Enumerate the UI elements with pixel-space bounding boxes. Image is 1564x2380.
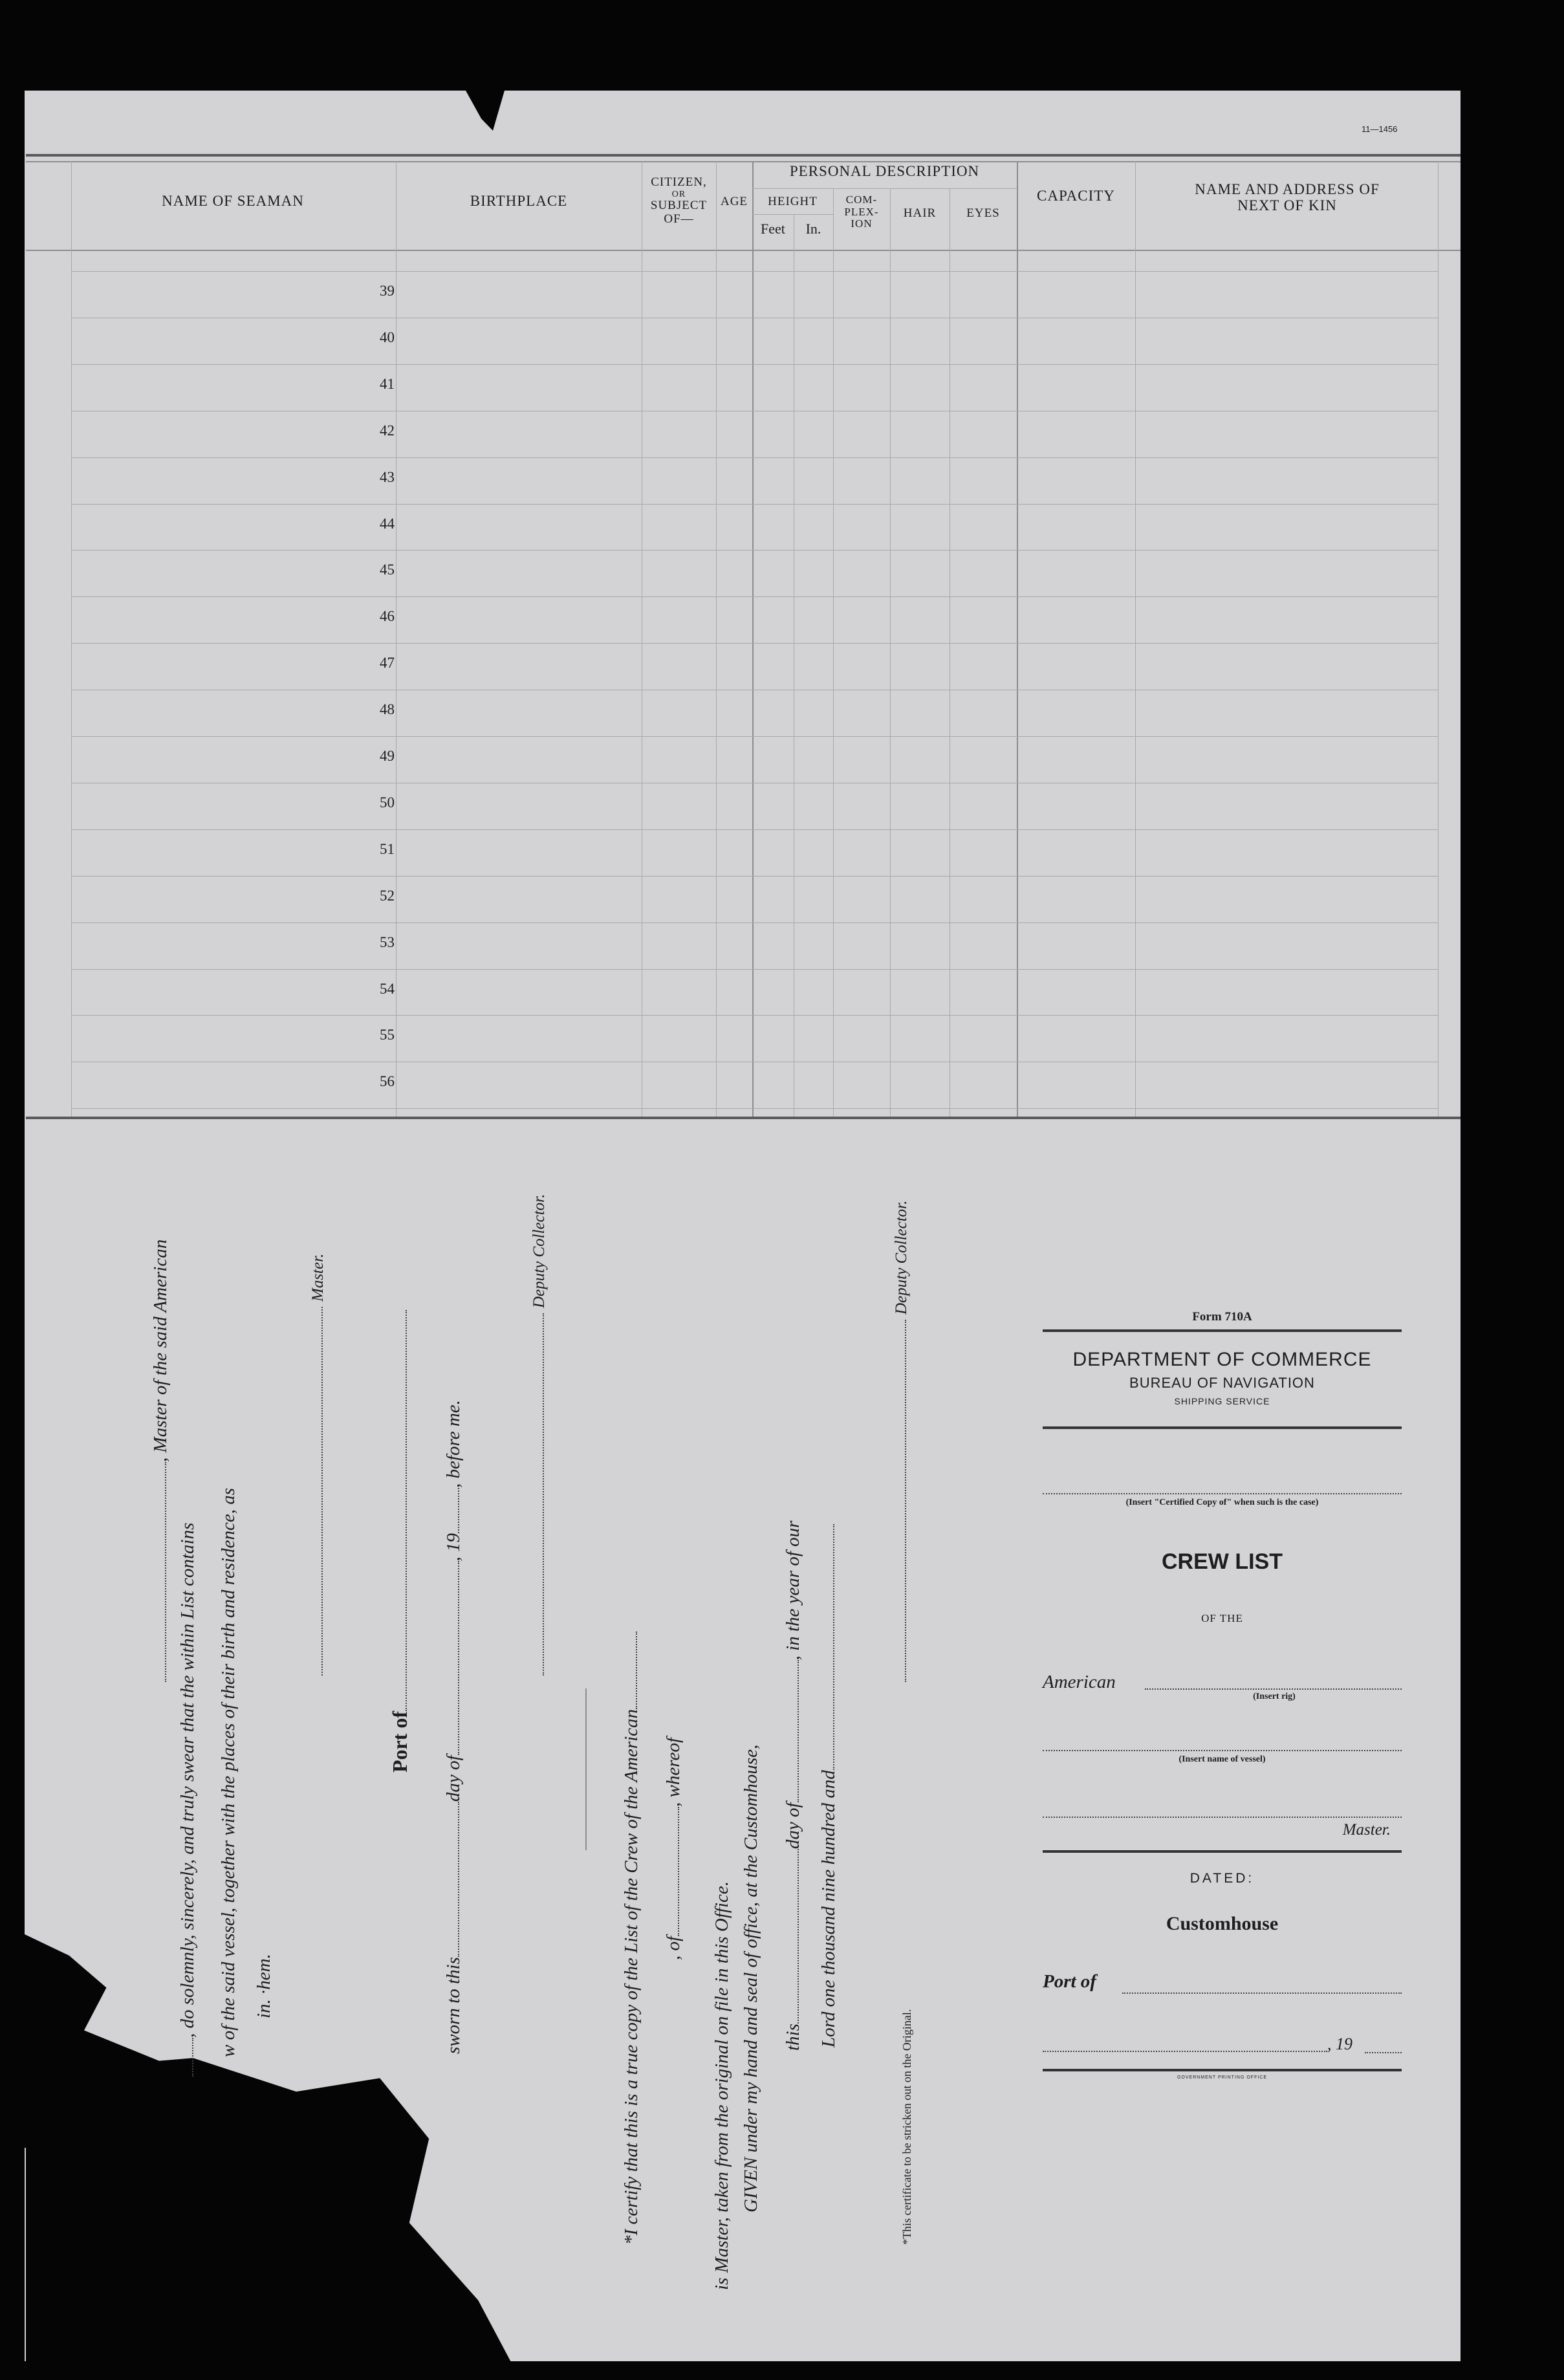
row-line-10: [71, 736, 1438, 737]
table-top-rule-inner: [26, 161, 1461, 162]
header-height: HEIGHT: [768, 195, 818, 208]
cover-rule-2: [1043, 1426, 1402, 1429]
header-next-of-kin: NAME AND ADDRESS OF NEXT OF KIN: [1195, 181, 1380, 214]
column-line-6: [833, 188, 834, 1117]
row-number: 47: [380, 655, 395, 671]
cover-bottom-rule: [1043, 2069, 1402, 2071]
table-header-bottom: [26, 250, 1461, 251]
height-rule: [752, 214, 833, 215]
cover-dated: DATED:: [1189, 1871, 1255, 1886]
certificate-line-1: *I certify that this is a true copy of the List of the Crew of the American: [621, 1632, 642, 2245]
oath-line-4: in. ·hem.: [254, 1954, 274, 2018]
certificate-line-2: is Master, taken from the original on file in this Office.: [711, 1881, 732, 2290]
cover-vessel-line: [1043, 1750, 1402, 1751]
cover-master-line: [1043, 1817, 1402, 1818]
header-personal-description: PERSONAL DESCRIPTION: [789, 163, 980, 179]
row-number: 45: [380, 562, 395, 578]
header-name-of-seaman: NAME OF SEAMAN: [162, 193, 304, 209]
header-birthplace: BIRTHPLACE: [470, 193, 568, 209]
row-number: 42: [380, 422, 395, 439]
row-line-7: [71, 596, 1438, 597]
cover-master: Master.: [1342, 1821, 1391, 1839]
certificate-line-1b: , of, whereof: [663, 1738, 684, 1960]
column-line-7: [890, 188, 891, 1117]
header-age: AGE: [720, 195, 748, 208]
cover-year: , 19: [1327, 2035, 1352, 2053]
cover-rule-3: [1043, 1850, 1402, 1853]
row-number: 52: [380, 888, 395, 904]
table-bottom-rule: [26, 1117, 1461, 1119]
cover-date-line: [1043, 2051, 1327, 2052]
cover-title: CREW LIST: [1162, 1549, 1283, 1574]
oath-master-label: Master.: [309, 1254, 327, 1676]
cover-of-the: OF THE: [1201, 1612, 1243, 1624]
column-line-4: [752, 161, 754, 1117]
row-line-12: [71, 829, 1438, 830]
row-line-8: [71, 643, 1438, 644]
oath-line-1: , Master of the said American: [150, 1239, 171, 1682]
column-line-9: [1017, 161, 1018, 1117]
row-number: 46: [380, 608, 395, 624]
row-line-2: [71, 364, 1438, 365]
certificate-footnote: *This certificate to be stricken out on the Original.: [900, 2009, 913, 2245]
row-number: 56: [380, 1073, 395, 1089]
cover-insert-name: (Insert name of vessel): [1178, 1754, 1266, 1764]
header-citizen: CITIZEN, OR SUBJECT OF—: [650, 175, 708, 226]
row-line-5: [71, 504, 1438, 505]
oath-deputy-collector: Deputy Collector.: [530, 1194, 548, 1676]
row-line-0: [71, 271, 1438, 272]
row-number: 48: [380, 701, 395, 717]
cover-form-number: Form 710A: [1192, 1310, 1252, 1324]
header-feet: Feet: [761, 221, 785, 237]
column-line-3: [716, 161, 717, 1117]
column-line-10: [1135, 161, 1136, 1117]
row-number: 55: [380, 1027, 395, 1043]
cover-certified-note: (Insert "Certified Copy of" when such is the case): [1125, 1498, 1319, 1507]
row-number: 54: [380, 981, 395, 997]
row-number: 41: [380, 376, 395, 392]
oath-line-3: w of the said vessel, together with the places of their birth and residence, as: [218, 1487, 239, 2057]
header-capacity: CAPACITY: [1037, 188, 1115, 204]
oath-line-2: , do solemnly, sincerely, and truly swear that the within List contains: [177, 1523, 199, 2077]
certificate-deputy-collector: Deputy Collector.: [893, 1201, 911, 1682]
row-line-15: [71, 969, 1438, 970]
row-number: 53: [380, 934, 395, 950]
row-line-16: [71, 1015, 1438, 1016]
certificate-line-5: Lord one thousand nine hundred and: [818, 1524, 840, 2047]
header-inches: In.: [805, 221, 821, 237]
cover-customhouse: Customhouse: [1166, 1913, 1279, 1934]
divider-line: [585, 1688, 587, 1850]
oath-port-of: Port of: [388, 1310, 412, 1773]
cover-printer: GOVERNMENT PRINTING OFFICE: [1177, 2075, 1268, 2080]
row-line-4: [71, 457, 1438, 458]
row-number: 51: [380, 841, 395, 857]
cover-top-rule: [1043, 1329, 1402, 1332]
row-line-13: [71, 876, 1438, 877]
cover-certified-line: [1043, 1493, 1402, 1494]
header-complexion: COM- PLEX- ION: [844, 193, 879, 230]
row-number: 50: [380, 794, 395, 811]
certificate-line-3: GIVEN under my hand and seal of office, at the Customhouse,: [741, 1744, 761, 2212]
row-number: 39: [380, 283, 395, 299]
row-number: 40: [380, 329, 395, 345]
oath-sworn-line: sworn to thisday of, 19, before me.: [443, 1400, 464, 2054]
cover-department: DEPARTMENT OF COMMERCE: [1072, 1349, 1372, 1370]
cover-year-line: [1365, 2052, 1402, 2053]
row-line-6: [71, 550, 1438, 551]
personal-description-rule: [752, 188, 1017, 189]
form-number: 11—1456: [1362, 124, 1398, 134]
cover-rig-line: [1145, 1688, 1402, 1690]
header-eyes: EYES: [966, 206, 1000, 220]
row-number: 43: [380, 469, 395, 485]
row-line-18: [71, 1108, 1438, 1109]
cover-american: American: [1043, 1672, 1116, 1692]
column-line-0: [71, 161, 72, 1117]
cover-insert-rig: (Insert rig): [1253, 1692, 1296, 1701]
header-hair: HAIR: [903, 206, 937, 220]
cover-port-line: [1122, 1992, 1402, 1994]
certificate-line-4: thisday of, in the year of our: [783, 1520, 803, 2051]
column-line-11: [1438, 161, 1439, 1117]
cover-bureau: BUREAU OF NAVIGATION: [1129, 1375, 1315, 1391]
cover-port-of: Port of: [1043, 1971, 1096, 1992]
row-number: 44: [380, 516, 395, 532]
cover-service: SHIPPING SERVICE: [1174, 1396, 1270, 1406]
row-number: 49: [380, 748, 395, 764]
table-top-rule: [26, 154, 1461, 157]
